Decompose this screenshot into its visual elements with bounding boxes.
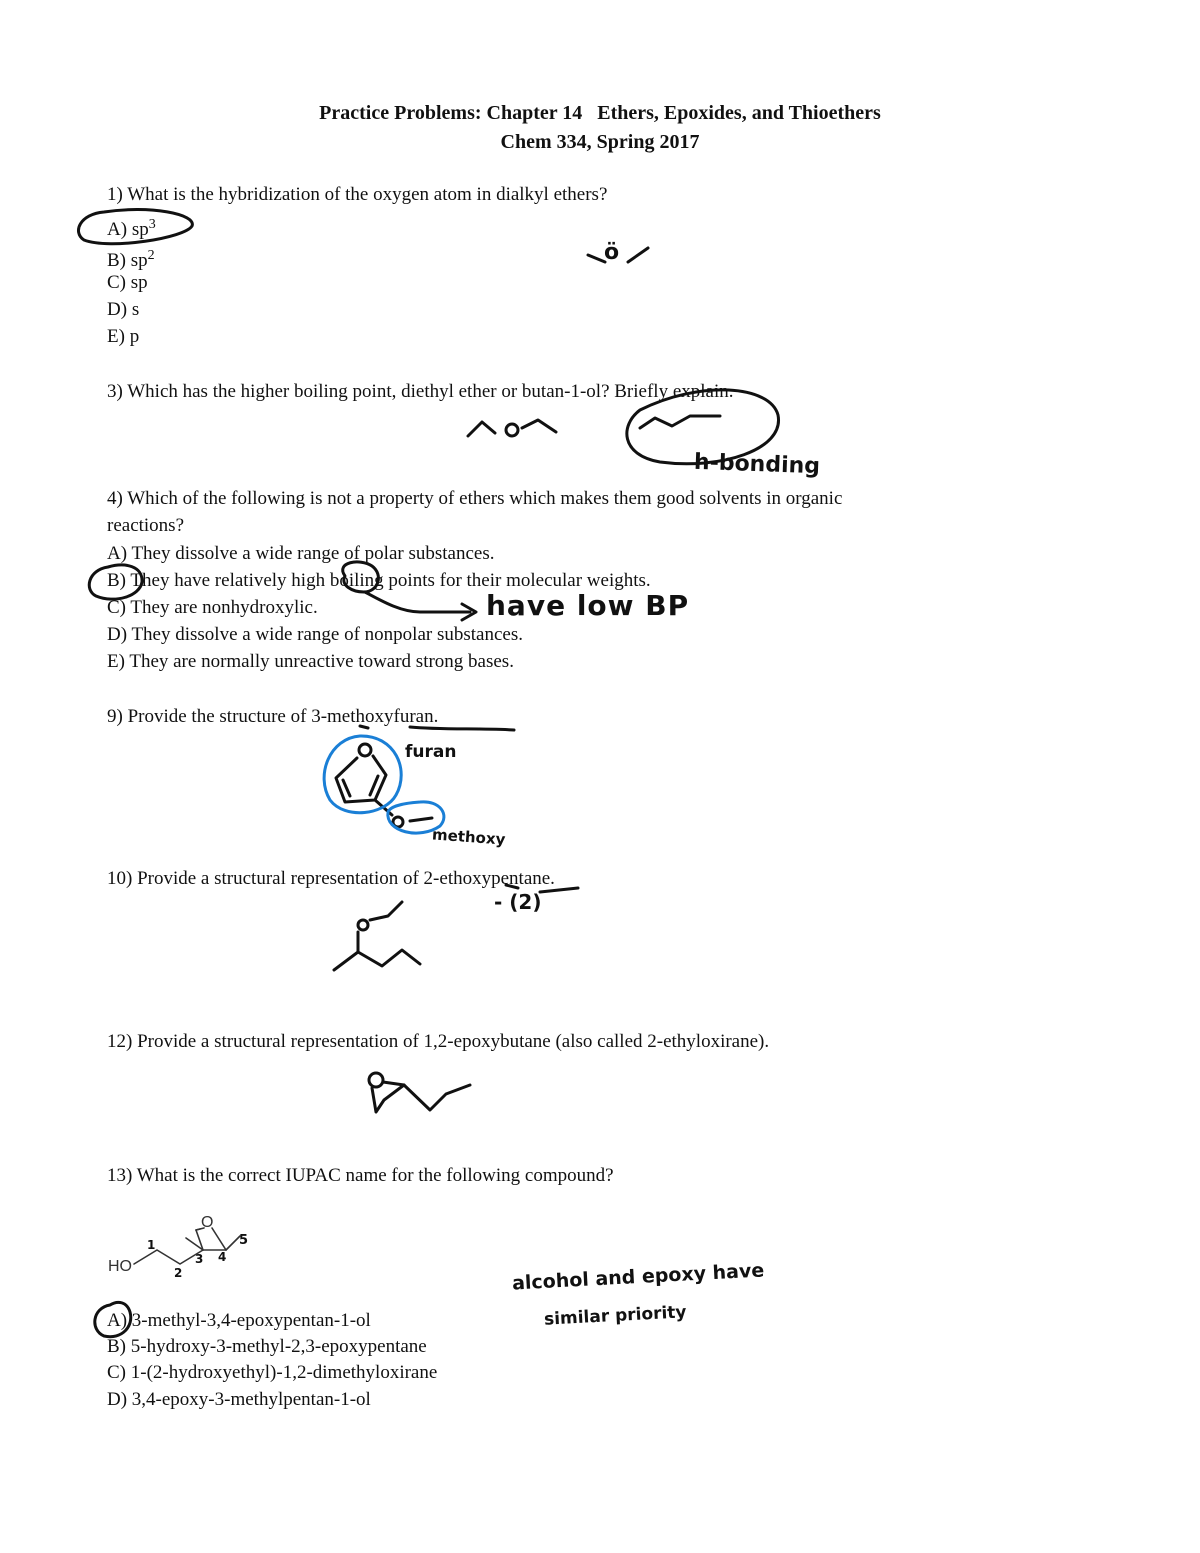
question-12-prompt: 12) Provide a structural representation of 1,2-epoxybutane (also called 2-ethyloxirane). bbox=[107, 1031, 770, 1052]
handwritten-methoxy: methoxy bbox=[431, 825, 506, 849]
question-4-option-a: A) They dissolve a wide range of polar substances. bbox=[107, 543, 495, 564]
structure-o-label: O bbox=[201, 1214, 214, 1231]
question-1-option-d: D) s bbox=[107, 299, 140, 320]
question-13-option-b: B) 5-hydroxy-3-methyl-2,3-epoxypentane bbox=[107, 1336, 427, 1357]
question-4-option-c: C) They are nonhydroxylic. bbox=[107, 597, 318, 618]
handwritten-carbon-4: 4 bbox=[218, 1250, 227, 1264]
oxygen-sketch-left-bond bbox=[588, 255, 605, 262]
handwritten-carbon-3: 3 bbox=[195, 1252, 204, 1266]
handwritten-note-line-1: alcohol and epoxy have bbox=[511, 1259, 765, 1295]
question-4-option-e: E) They are normally unreactive toward strong bases. bbox=[107, 651, 514, 672]
handwritten-h-bonding: h-bonding bbox=[693, 449, 821, 480]
question-9-prompt: 9) Provide the structure of 3-methoxyfuran. bbox=[107, 706, 439, 727]
epoxide-oxygen-sketch bbox=[369, 1073, 383, 1087]
furan-blue-circle bbox=[324, 736, 401, 813]
handwritten-note-line-2: similar priority bbox=[543, 1302, 688, 1330]
page-subtitle: Chem 334, Spring 2017 bbox=[500, 131, 700, 153]
question-1-option-c: C) sp bbox=[107, 272, 148, 293]
question-10-prompt: 10) Provide a structural representation of 2-ethoxypentane. bbox=[107, 868, 555, 889]
handwritten-carbon-2: 2 bbox=[174, 1266, 183, 1280]
question-4-option-b: B) They have relatively high boiling points for their molecular weights. bbox=[107, 570, 651, 591]
question-13-option-d: D) 3,4-epoxy-3-methylpentan-1-ol bbox=[107, 1389, 371, 1410]
diethyl-ether-sketch bbox=[468, 422, 495, 436]
question-1-option-e: E) p bbox=[107, 326, 140, 347]
structure-ho-label: HO bbox=[108, 1258, 132, 1275]
question-4-prompt-line-2: reactions? bbox=[107, 515, 185, 536]
question-1-option-b: B) $sp^2$ bbox=[107, 248, 155, 271]
question-13-option-a: A) 3-methyl-3,4-epoxypentan-1-ol bbox=[107, 1310, 371, 1331]
handwritten-furan: furan bbox=[405, 742, 457, 762]
handwritten-carbon-5: 5 bbox=[239, 1233, 249, 1248]
epoxybutane-skeleton bbox=[372, 1082, 404, 1112]
question-13-prompt: 13) What is the correct IUPAC name for the following compound? bbox=[107, 1165, 614, 1186]
handwritten-have-low-bp: have low BP bbox=[486, 589, 690, 622]
question-13-option-c: C) 1-(2-hydroxyethyl)-1,2-dimethyloxirane bbox=[107, 1362, 438, 1383]
handwritten-oxygen-lone-pairs: ö bbox=[604, 240, 620, 265]
handwritten-carbon-1: 1 bbox=[147, 1238, 156, 1252]
question-1-prompt: 1) What is the hybridization of the oxygen atom in dialkyl ethers? bbox=[107, 184, 608, 205]
ethoxypentane-skeleton bbox=[334, 950, 420, 970]
butanol-sketch bbox=[640, 416, 720, 428]
handwritten-two-marker: - (2) bbox=[494, 890, 542, 914]
page-title: Practice Problems: Chapter 14 Ethers, Epoxides, and Thioethers bbox=[319, 102, 881, 124]
oxygen-sketch-right-bond bbox=[628, 248, 648, 262]
arrow-to-low-bp bbox=[365, 592, 470, 612]
question-4-option-d: D) They dissolve a wide range of nonpolar substances. bbox=[107, 624, 523, 645]
ether-oxygen-sketch bbox=[506, 424, 518, 436]
question-3-prompt: 3) Which has the higher boiling point, diethyl ether or butan-1-ol? Briefly explain. bbox=[107, 381, 734, 402]
question-1-option-a: A) $sp^3$ bbox=[107, 217, 156, 240]
question-4-prompt-line-1: 4) Which of the following is not a property of ethers which makes them good solvents in organic bbox=[107, 488, 843, 509]
